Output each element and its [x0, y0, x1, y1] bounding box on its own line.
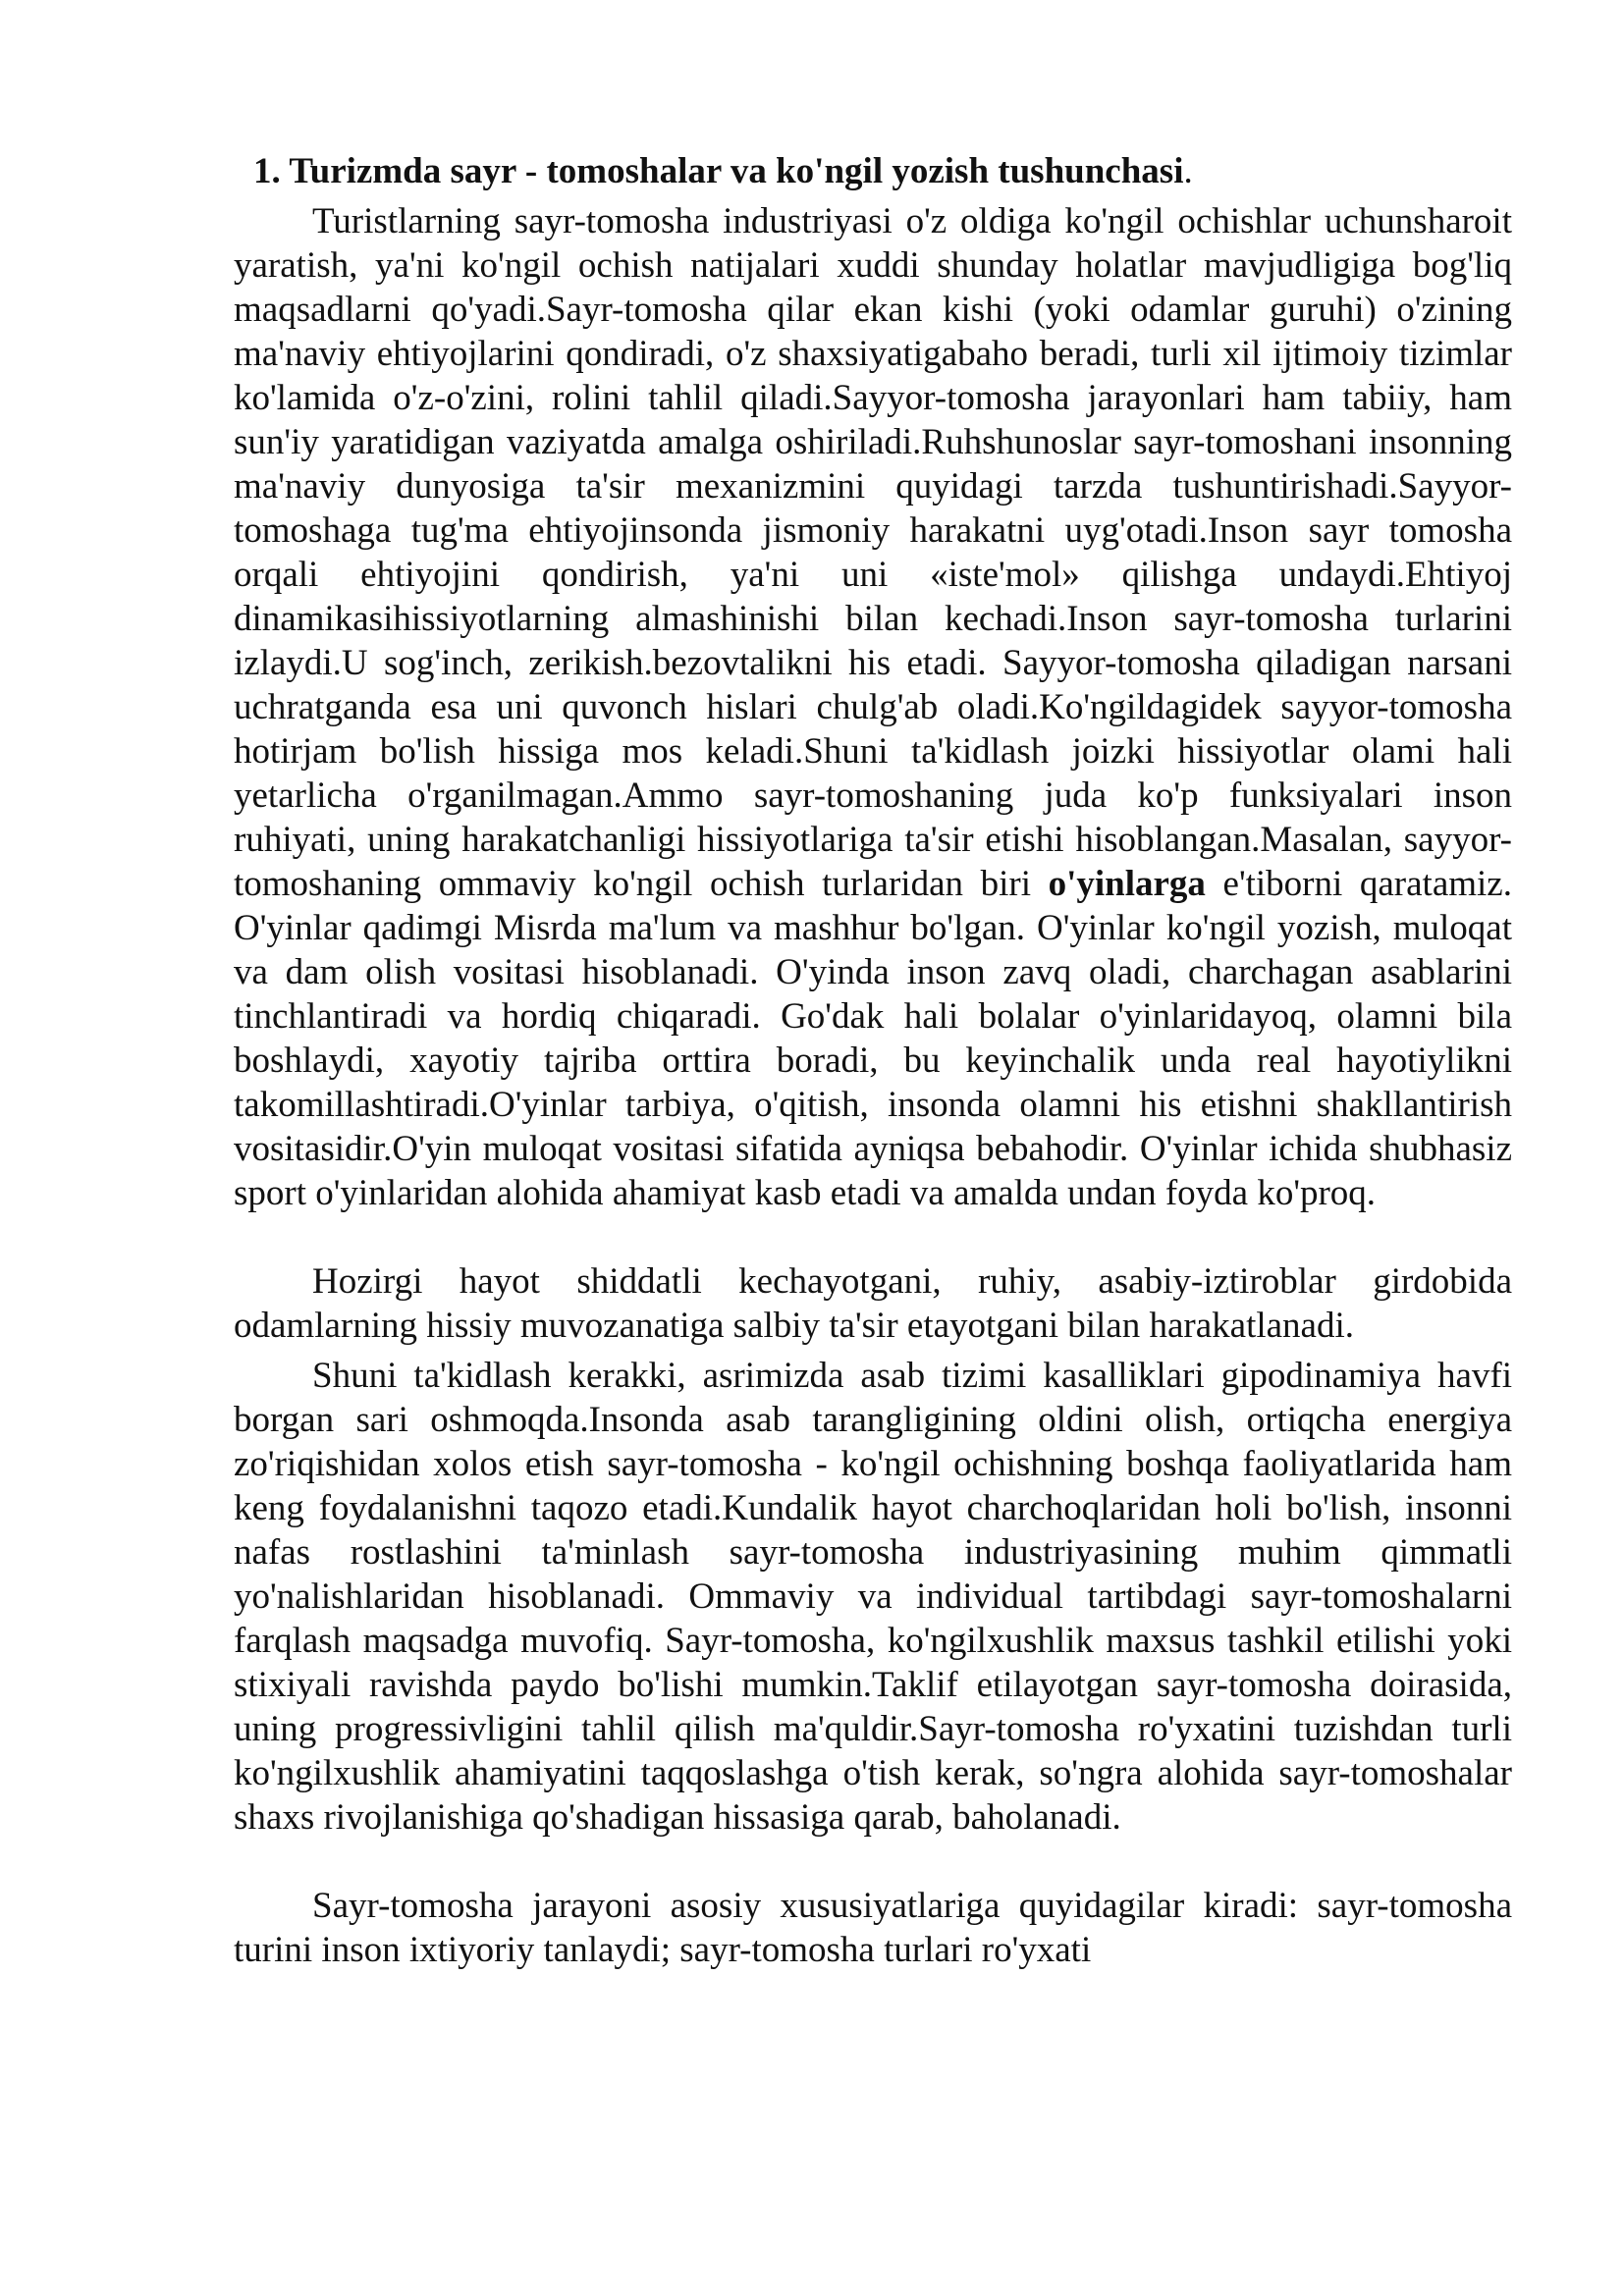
paragraph-2: Hozirgi hayot shiddatli kechayotgani, ruhiy, asabiy-iztiroblar girdobida odamlarning hissiy muvozanatiga salbiy ta'sir etayotgani bilan harakatlanadi. [234, 1261, 1512, 1346]
paragraph-1-text-b: e'tiborni qaratamiz. O'yinlar qadimgi Misrda ma'lum va mashhur bo'lgan. O'yinlar ko'ngil yozish, muloqat va dam olish vositasi hisoblanadi. O'yinda inson zavq oladi, charchagan asablarini tinchlantiradi va hordiq chiqaradi. Go'dak hali bolalar o'yinlaridayoq, olamni bila boshlaydi, xayotiy tajriba orttira boradi, bu keyinchalik unda real hayotiylikni takomillashtiradi.O'yinlar tarbiya, o'qitish, insonda olamni his etishni shakllantirish vositasidir.O'yin muloqat vositasi sifatida ayniqsa bebahodir. O'yinlar ichida shubhasiz sport o'yinlaridan alohida ahamiyat kasb etadi va amalda undan foyda ko'proq. [234, 864, 1512, 1213]
paragraph-3: Shuni ta'kidlash kerakki, asrimizda asab tizimi kasalliklari gipodinamiya havfi borgan sari oshmoqda.Insonda asab tarangligining oldini olish, ortiqcha energiya zo'riqishidan xolos etish sayr-tomosha - ko'ngil ochishning boshqa faoliyatlarida ham keng foydalanishni taqozo etadi.Kundalik hayot charchoqlaridan holi bo'lish, insonni nafas rostlashini ta'minlash sayr-tomosha industriyasining muhim qimmatli yo'nalishlaridan hisoblanadi. Ommaviy va individual tartibdagi sayr-tomoshalarni farqlash maqsadga muvofiq. Sayr-tomosha, ko'ngilxushlik maxsus tashkil etilishi yoki stixiyali ravishda paydo bo'lishi mumkin.Taklif etilayotgan sayr-tomosha doirasida, uning progressivligini tahlil qilish ma'quldir.Sayr-tomosha ro'yxatini tuzishdan turli ko'ngilxushlik ahamiyatini taqqoslashga o'tish kerak, so'ngra alohida sayr-tomoshalar shaxs rivojlanishiga qo'shadigan hissasiga qarab, baholanadi. [234, 1356, 1512, 1838]
paragraph-4: Sayr-tomosha jarayoni asosiy xususiyatlariga quyidagilar kiradi: sayr-tomosha turini inson ixtiyoriy tanlaydi; sayr-tomosha turlari ro'yxati [234, 1886, 1512, 1970]
section-title-period: . [1183, 151, 1193, 191]
paragraph-1 [234, 199, 1512, 1215]
paragraph-1-bold-term: o'yinlarga [1048, 864, 1206, 904]
paragraph-1-text-a: Turistlarning sayr-tomosha industriyasi o'z oldiga ko'ngil ochishlar uchunsharoit yaratish, ya'ni ko'ngil ochish natijalari xuddi shunday holatlar mavjudligiga bog'liq maqsadlarni qo'yadi.Sayr-tomosha qilar ekan kishi (yoki odamlar guruhi) o'zining ma'naviy ehtiyojlarini qondiradi, o'z shaxsiyatigabaho beradi, turli xil ijtimoiy tizimlar ko'lamida o'z-o'zini, rolini tahlil qiladi.Sayyor-tomosha jarayonlari ham tabiiy, ham sun'iy yaratidigan vaziyatda amalga oshiriladi.Ruhshunoslar sayr-tomoshani insonning ma'naviy dunyosiga ta'sir mexanizmini quyidagi tarzda tushuntirishadi.Sayyor-tomoshaga tug'ma ehtiyojinsonda jismoniy harakatni uyg'otadi.Inson sayr tomosha orqali ehtiyojini qondirish, ya'ni uni «iste'mol» qilishga undaydi.Ehtiyoj dinamikasihissiyotlarning almashinishi bilan kechadi.Inson sayr-tomosha turlarini izlaydi.U sog'inch, zerikish.bezovtalikni his etadi. Sayyor-tomosha qiladigan narsani uchratganda esa uni quvonch hislari chulg'ab oladi.Ko'ngildagidek sayyor-tomosha hotirjam bo'lish hissiga mos keladi.Shuni ta'kidlash joizki hissiyotlar olami hali yetarlicha o'rganilmagan.Ammo sayr-tomoshaning juda ko'p funksiyalari inson ruhiyati, uning harakatchanligi hissiyotlariga ta'sir etishi hisoblangan.Masalan, sayyor-tomoshaning ommaviy ko'ngil ochish turlaridan biri [234, 201, 1512, 904]
section-title: Turizmda sayr - tomoshalar va ko'ngil yozish tushunchasi [289, 151, 1184, 191]
document-body [234, 149, 1512, 1972]
section-heading [253, 149, 1512, 193]
section-number: 1. [253, 151, 290, 191]
